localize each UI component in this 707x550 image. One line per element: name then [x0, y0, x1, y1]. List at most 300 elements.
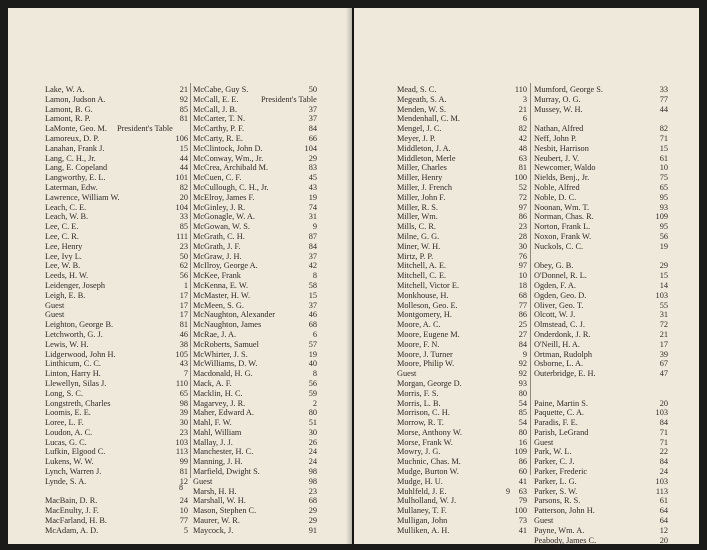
entry-name: Lang, E. Copeland — [45, 163, 108, 173]
entry-name: McWhirter, J. S. — [193, 349, 248, 359]
entry-table-number: 110 — [175, 378, 188, 388]
left-page — [8, 8, 352, 544]
entry-table-number: 39 — [179, 408, 188, 418]
index-entry — [193, 242, 317, 252]
entry-table-number: 103 — [175, 437, 188, 447]
entry-name: McIlroy, George A. — [193, 261, 258, 271]
index-entry — [534, 95, 668, 105]
entry-table-number: 45 — [308, 173, 317, 183]
entry-table-number: 84 — [308, 124, 317, 134]
entry-table-number: 29 — [308, 506, 317, 516]
entry-table-number: 19 — [308, 192, 317, 202]
entry-name: Lufkin, Elgood C. — [45, 447, 106, 457]
entry-table-number: 56 — [308, 378, 317, 388]
entry-table-number: 55 — [659, 300, 668, 310]
index-entry — [397, 232, 527, 242]
index-entry — [397, 389, 527, 399]
index-entry — [193, 369, 317, 379]
index-entry — [193, 193, 317, 203]
index-entry — [193, 271, 317, 281]
entry-name: Mirtz, P. P. — [397, 251, 434, 261]
entry-table-number: 103 — [655, 476, 668, 486]
entry-table-number: 86 — [518, 310, 527, 320]
entry-name: Lake, W. A. — [45, 85, 85, 94]
entry-name: Morris, F. S. — [397, 388, 439, 398]
entry-name: Parish, LeGrand — [534, 427, 589, 437]
entry-table-number: 84 — [659, 457, 668, 467]
entry-table-number: 105 — [175, 349, 188, 359]
entry-table-number: 71 — [659, 437, 668, 447]
index-entry — [534, 301, 668, 311]
entry-table-number: 109 — [655, 212, 668, 222]
index-entry — [534, 438, 668, 448]
entry-table-number: 17 — [179, 310, 188, 320]
entry-table-number: 1 — [183, 280, 188, 290]
entry-table-number: 81 — [179, 467, 188, 477]
entry-name: Guest — [534, 437, 554, 447]
entry-name: Linthicum, C. C. — [45, 359, 102, 369]
entry-name: Linton, Harry H. — [45, 369, 101, 379]
index-entry — [534, 105, 668, 115]
entry-table-number: 63 — [518, 153, 527, 163]
index-entry — [397, 506, 527, 516]
index-entry — [397, 330, 527, 340]
index-entry — [534, 183, 668, 193]
entry-table-number: 42 — [308, 261, 317, 271]
entry-table-number: 47 — [659, 369, 668, 379]
index-entry — [534, 85, 668, 95]
entry-table-number: 97 — [518, 202, 527, 212]
entry-table-number: 50 — [308, 85, 317, 94]
index-entry — [193, 105, 317, 115]
entry-name: Paquette, C. A. — [534, 408, 585, 418]
index-entry — [193, 350, 317, 360]
entry-table-number: 10 — [518, 271, 527, 281]
index-entry — [193, 418, 317, 428]
index-entry — [45, 222, 188, 232]
entry-table-number: 17 — [179, 300, 188, 310]
entry-name: Maher, Edward A. — [193, 408, 254, 418]
index-entry — [193, 496, 317, 506]
entry-table-number: 109 — [514, 447, 527, 457]
entry-name: McCarthy, P. F. — [193, 124, 245, 134]
entry-table-number: 92 — [518, 359, 527, 369]
index-entry — [534, 193, 668, 203]
index-entry — [534, 457, 668, 467]
entry-name: McKee, Frank — [193, 271, 241, 281]
entry-name: Mussey, W. H. — [534, 104, 583, 114]
index-entry — [193, 261, 317, 271]
index-entry — [193, 85, 317, 95]
index-entry — [397, 212, 527, 222]
index-entry — [534, 203, 668, 213]
index-entry — [193, 320, 317, 330]
entry-name: Lynch, Warren J. — [45, 467, 102, 477]
index-entry — [45, 271, 188, 281]
index-entry — [397, 144, 527, 154]
index-entry — [45, 212, 188, 222]
entry-name: Magarvey, J. R. — [193, 398, 246, 408]
entry-table-number: 6 — [312, 329, 317, 339]
entry-name: Morse, Anthony W. — [397, 427, 462, 437]
entry-name: Miller, Charles — [397, 163, 447, 173]
entry-name: Miller, R. S. — [397, 202, 438, 212]
entry-name: Muhlfeld, J. E. — [397, 486, 447, 496]
entry-table-number: 51 — [308, 418, 317, 428]
entry-name: Loudon, A. C. — [45, 427, 93, 437]
entry-name: Onderdonk, J. R. — [534, 329, 591, 339]
index-entry — [45, 281, 188, 291]
entry-name: Outerbridge, E. H. — [534, 369, 596, 379]
entry-table-number: 16 — [518, 437, 527, 447]
index-entry — [534, 212, 668, 222]
index-entry — [45, 85, 188, 95]
entry-name: Mowry, J. G. — [397, 447, 441, 457]
entry-name: Lee, Henry — [45, 241, 83, 251]
entry-name: McCall, J. B. — [193, 104, 238, 114]
index-entry — [193, 389, 317, 399]
entry-table-number: 100 — [514, 506, 527, 516]
entry-name: Menden, W. S. — [397, 104, 447, 114]
entry-table-number: 106 — [175, 133, 188, 143]
index-entry — [534, 389, 668, 399]
entry-name: Maycock, J. — [193, 525, 234, 535]
entry-table-number: 80 — [518, 427, 527, 437]
entry-name: O'Donnel, R. L. — [534, 271, 587, 281]
index-entry — [397, 95, 527, 105]
right-column-2 — [534, 85, 668, 545]
entry-table-number: 82 — [179, 182, 188, 192]
entry-table-number: 64 — [659, 516, 668, 526]
entry-name: Parker, S. W. — [534, 486, 578, 496]
entry-name: Guest — [534, 516, 554, 526]
entry-name: Miner, W. H. — [397, 241, 441, 251]
index-entry — [397, 496, 527, 506]
entry-table-number: 103 — [655, 290, 668, 300]
entry-name: McGowan, W. S. — [193, 222, 250, 232]
index-entry — [45, 310, 188, 320]
index-entry — [397, 350, 527, 360]
index-entry — [534, 124, 668, 134]
index-entry — [193, 526, 317, 536]
entry-name: MacFarland, H. B. — [45, 516, 107, 526]
entry-name: Nathan, Alfred — [534, 124, 584, 134]
entry-name: Olcott, W. J. — [534, 310, 576, 320]
index-entry — [534, 144, 668, 154]
entry-table-number: 76 — [518, 251, 527, 261]
entry-name: Long, S. C. — [45, 388, 84, 398]
entry-name: Laterman, Edw. — [45, 182, 98, 192]
entry-table-number: 17 — [179, 290, 188, 300]
entry-table-number: 66 — [308, 133, 317, 143]
index-entry — [193, 163, 317, 173]
index-entry — [45, 389, 188, 399]
entry-table-number: 30 — [518, 241, 527, 251]
entry-name: Moore, J. Turner — [397, 349, 453, 359]
entry-name: McWilliams, D. W. — [193, 359, 258, 369]
entry-table-number: 43 — [308, 182, 317, 192]
entry-table-number: 50 — [179, 251, 188, 261]
entry-name: McElroy, James F. — [193, 192, 255, 202]
entry-name: McMeen, S. G. — [193, 300, 244, 310]
entry-table-number: 84 — [659, 418, 668, 428]
page-number: 8 — [179, 483, 183, 492]
entry-name: Obey, G. B. — [534, 261, 574, 271]
entry-name: Osborne, L. A. — [534, 359, 584, 369]
entry-name: Monkhouse, H. — [397, 290, 449, 300]
index-entry — [397, 291, 527, 301]
entry-name: Mahl, F. W. — [193, 418, 232, 428]
index-entry — [397, 447, 527, 457]
entry-table-number: 77 — [659, 94, 668, 104]
index-entry — [193, 222, 317, 232]
index-entry — [193, 379, 317, 389]
index-entry — [534, 271, 668, 281]
entry-name: Mendenhall, C. M. — [397, 114, 460, 124]
index-entry — [193, 477, 317, 487]
entry-table-number: 104 — [304, 143, 317, 153]
index-entry — [45, 193, 188, 203]
entry-name: Letchworth, G. J. — [45, 329, 103, 339]
entry-name: MacBain, D. R. — [45, 496, 98, 506]
entry-name: Milne, G. G. — [397, 231, 440, 241]
entry-name: Mitchell, C. E. — [397, 271, 447, 281]
index-entry — [534, 232, 668, 242]
entry-table-number: 85 — [518, 408, 527, 418]
index-entry — [397, 526, 527, 536]
index-entry — [397, 163, 527, 173]
entry-name: Middleton, Merle — [397, 153, 456, 163]
entry-name: McMaster, H. W. — [193, 290, 251, 300]
index-entry — [397, 114, 527, 124]
entry-table-number: 7 — [183, 369, 188, 379]
index-entry — [397, 340, 527, 350]
entry-name: Mack, A. F. — [193, 378, 232, 388]
entry-name: Mulligan, John — [397, 516, 448, 526]
index-entry — [534, 114, 668, 124]
entry-name: Montgomery, H. — [397, 310, 452, 320]
index-entry — [397, 516, 527, 526]
index-entry — [534, 163, 668, 173]
entry-table-number: 15 — [659, 143, 668, 153]
entry-name: Norman, Chas. R. — [534, 212, 594, 222]
index-entry — [193, 154, 317, 164]
entry-name: Noonan, Wm. T. — [534, 202, 590, 212]
entry-name: Mitchell, Victor E. — [397, 280, 460, 290]
entry-table-number: 21 — [179, 85, 188, 94]
index-entry — [45, 203, 188, 213]
index-entry — [534, 359, 668, 369]
entry-table-number: 73 — [518, 516, 527, 526]
entry-name: McGrath, C. H. — [193, 231, 245, 241]
entry-name: Peabody, James C. — [534, 535, 597, 545]
index-entry — [534, 526, 668, 536]
index-entry — [534, 350, 668, 360]
entry-table-number: 3 — [522, 94, 527, 104]
entry-table-number: 24 — [659, 467, 668, 477]
entry-name: Oliver, Geo. T. — [534, 300, 584, 310]
index-entry — [193, 457, 317, 467]
index-entry — [45, 477, 188, 487]
index-entry — [45, 320, 188, 330]
entry-name: Marfield, Dwight S. — [193, 467, 260, 477]
index-entry — [534, 496, 668, 506]
index-entry — [534, 379, 668, 389]
entry-table-number: 81 — [179, 114, 188, 124]
entry-name: McCarter, T. N. — [193, 114, 246, 124]
entry-table-number: 59 — [308, 388, 317, 398]
entry-name: McGrath, J. F. — [193, 241, 241, 251]
entry-table-number: 67 — [659, 359, 668, 369]
entry-name: Lamon, Judson A. — [45, 94, 106, 104]
entry-name: Lee, C. R. — [45, 231, 79, 241]
entry-name: McGonagle, W. A. — [193, 212, 255, 222]
index-entry — [45, 438, 188, 448]
index-entry — [534, 447, 668, 457]
index-entry — [45, 369, 188, 379]
index-entry — [397, 428, 527, 438]
index-entry — [193, 487, 317, 497]
index-entry — [193, 114, 317, 124]
entry-table-number: 95 — [659, 222, 668, 232]
entry-table-number: 93 — [518, 378, 527, 388]
index-entry — [45, 526, 188, 536]
index-entry — [397, 477, 527, 487]
index-entry — [397, 154, 527, 164]
index-entry — [45, 516, 188, 526]
index-entry — [193, 310, 317, 320]
entry-name: Lucas, G. C. — [45, 437, 87, 447]
index-entry — [45, 330, 188, 340]
entry-table-number: 72 — [518, 192, 527, 202]
entry-table-number: 57 — [308, 339, 317, 349]
entry-name: Parker, C. J. — [534, 457, 575, 467]
entry-table-number: 20 — [659, 398, 668, 408]
index-entry — [45, 183, 188, 193]
index-entry — [45, 340, 188, 350]
entry-table-number: 54 — [518, 398, 527, 408]
entry-name: McRae, J. A. — [193, 329, 237, 339]
entry-name: Moore, Eugene M. — [397, 329, 460, 339]
entry-table-number: 46 — [179, 329, 188, 339]
index-entry — [45, 506, 188, 516]
entry-name: Payne, Wm. A. — [534, 525, 585, 535]
entry-name: LaMonte, Geo. M. — [45, 124, 107, 134]
entry-table-number: 93 — [659, 202, 668, 212]
entry-name: MacEnulty, J. F. — [45, 506, 99, 516]
entry-table-number: 65 — [179, 388, 188, 398]
entry-name: Manchester, H. C. — [193, 447, 254, 457]
entry-name: Mengel, J. C. — [397, 124, 442, 134]
index-entry — [193, 438, 317, 448]
index-entry — [534, 242, 668, 252]
entry-name: McGinley, J. R. — [193, 202, 246, 212]
entry-table-number: 80 — [518, 388, 527, 398]
left-column-1 — [45, 85, 188, 536]
entry-table-number: 61 — [659, 496, 668, 506]
index-entry — [193, 281, 317, 291]
entry-name: Lee, Ivy L. — [45, 251, 82, 261]
index-entry — [397, 271, 527, 281]
entry-table-number: 82 — [659, 124, 668, 134]
index-entry — [193, 340, 317, 350]
entry-name: McCuen, C. F. — [193, 173, 242, 183]
entry-table-number: 60 — [518, 467, 527, 477]
entry-table-number: 37 — [308, 114, 317, 124]
entry-table-number: 8 — [312, 369, 317, 379]
entry-name: Leach, W. B. — [45, 212, 89, 222]
entry-table-number: 21 — [659, 329, 668, 339]
index-entry — [534, 536, 668, 546]
index-entry — [45, 252, 188, 262]
entry-table-number: 10 — [179, 506, 188, 516]
index-entry — [193, 203, 317, 213]
index-entry — [397, 310, 527, 320]
entry-name: McCarty, R. E. — [193, 133, 243, 143]
entry-table-number: 100 — [514, 173, 527, 183]
right-page — [354, 8, 699, 544]
entry-table-number: 82 — [518, 124, 527, 134]
entry-table-number: 95 — [659, 192, 668, 202]
index-entry — [45, 242, 188, 252]
entry-name: McNaughton, Alexander — [193, 310, 276, 320]
entry-name: Moore, Philip W. — [397, 359, 455, 369]
index-entry — [534, 477, 668, 487]
entry-table-number: 40 — [308, 359, 317, 369]
index-entry — [45, 496, 188, 506]
index-entry — [397, 183, 527, 193]
entry-table-number: 63 — [518, 486, 527, 496]
entry-name: Manning, J. H. — [193, 457, 243, 467]
index-entry — [534, 330, 668, 340]
index-entry — [534, 291, 668, 301]
entry-table-number: 5 — [183, 525, 188, 535]
index-entry — [534, 487, 668, 497]
index-entry — [45, 144, 188, 154]
entry-name: Nuckols, C. C. — [534, 241, 584, 251]
entry-name: Lewis, W. H. — [45, 339, 89, 349]
index-entry — [397, 173, 527, 183]
index-entry — [534, 340, 668, 350]
index-entry — [397, 359, 527, 369]
index-entry — [193, 506, 317, 516]
index-entry — [45, 447, 188, 457]
index-entry — [193, 399, 317, 409]
entry-table-number: 9 — [312, 222, 317, 232]
entry-table-number: 24 — [308, 457, 317, 467]
entry-name: Lynde, S. A. — [45, 476, 87, 486]
entry-table-number: 44 — [659, 104, 668, 114]
index-entry — [397, 320, 527, 330]
index-entry — [534, 281, 668, 291]
index-entry — [534, 467, 668, 477]
entry-table-number: 54 — [518, 418, 527, 428]
index-entry — [45, 457, 188, 467]
entry-table-number: 81 — [518, 163, 527, 173]
entry-table-number: 44 — [179, 153, 188, 163]
entry-table-number: 71 — [659, 133, 668, 143]
entry-name: Miller, J. French — [397, 182, 452, 192]
entry-table-number: 71 — [659, 427, 668, 437]
index-entry — [193, 301, 317, 311]
index-entry — [45, 95, 188, 105]
entry-table-number: 84 — [308, 241, 317, 251]
entry-table-number: 20 — [659, 535, 668, 545]
entry-name: Loree, L. F. — [45, 418, 84, 428]
entry-table-number: 80 — [308, 408, 317, 418]
entry-table-number: 92 — [518, 369, 527, 379]
column-divider — [530, 83, 531, 475]
